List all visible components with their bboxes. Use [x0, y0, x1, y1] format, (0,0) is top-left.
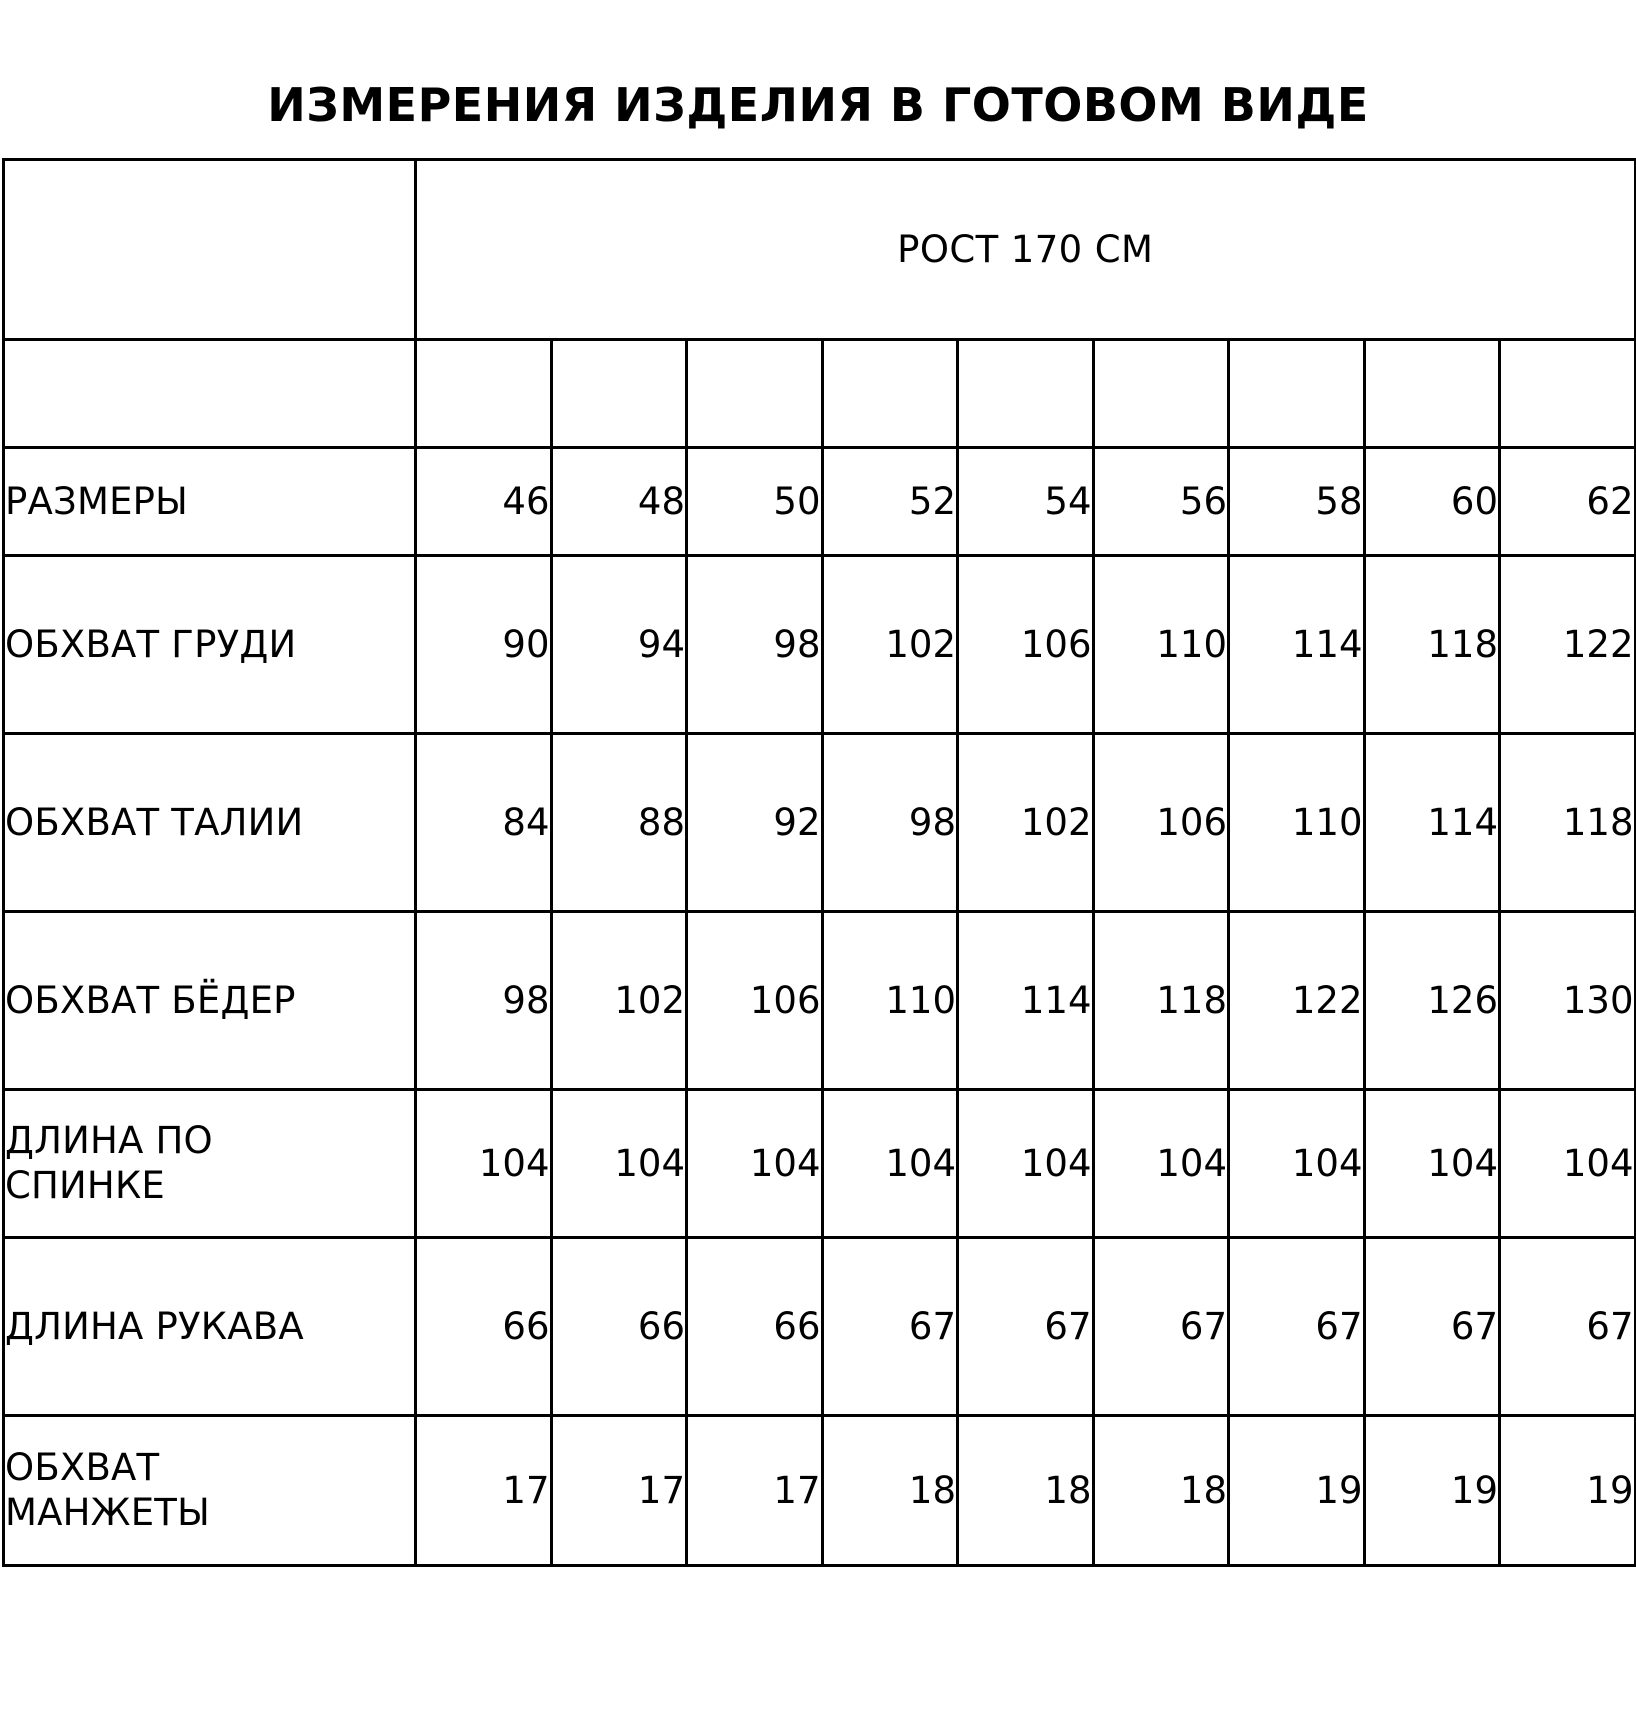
row-label-hips: ОБХВАТ БЁДЕР	[4, 912, 416, 1090]
cuff-value: 18	[958, 1416, 1094, 1566]
sleeve-length-value: 67	[1364, 1238, 1500, 1416]
cuff-value: 17	[551, 1416, 687, 1566]
table-row-sleeve-length	[4, 1238, 1636, 1416]
spacer-cell	[416, 340, 552, 448]
back-length-value: 104	[1364, 1090, 1500, 1238]
cuff-value: 19	[1229, 1416, 1365, 1566]
chest-value: 98	[687, 556, 823, 734]
chest-value: 90	[416, 556, 552, 734]
waist-value: 110	[1229, 734, 1365, 912]
waist-value: 92	[687, 734, 823, 912]
waist-value: 88	[551, 734, 687, 912]
spacer-cell	[822, 340, 958, 448]
cuff-value: 17	[687, 1416, 823, 1566]
table-row-hips	[4, 912, 1636, 1090]
hips-value: 118	[1093, 912, 1229, 1090]
row-label-cuff	[4, 1416, 416, 1566]
measurements-table	[2, 158, 1636, 1567]
sleeve-length-value: 67	[1500, 1238, 1636, 1416]
chest-value: 114	[1229, 556, 1365, 734]
size-value: 58	[1229, 448, 1365, 556]
spacer-cell	[687, 340, 823, 448]
back-length-value: 104	[687, 1090, 823, 1238]
table-row-cuff	[4, 1416, 1636, 1566]
sleeve-length-value: 66	[416, 1238, 552, 1416]
hips-value: 102	[551, 912, 687, 1090]
row-label-cuff-line1: ОБХВАТ	[5, 1446, 160, 1490]
back-length-value: 104	[822, 1090, 958, 1238]
hips-value: 110	[822, 912, 958, 1090]
spacer-cell	[1229, 340, 1365, 448]
sleeve-length-value: 67	[1229, 1238, 1365, 1416]
row-label-waist: ОБХВАТ ТАЛИИ	[4, 734, 416, 912]
waist-value: 84	[416, 734, 552, 912]
spacer-cell	[551, 340, 687, 448]
row-label-back-length	[4, 1090, 416, 1238]
hips-value: 130	[1500, 912, 1636, 1090]
back-length-value: 104	[416, 1090, 552, 1238]
cuff-value: 17	[416, 1416, 552, 1566]
chest-value: 110	[1093, 556, 1229, 734]
hips-value: 114	[958, 912, 1094, 1090]
table-row-sizes	[4, 448, 1636, 556]
sleeve-length-value: 67	[822, 1238, 958, 1416]
table-row-size-spacer	[4, 340, 1636, 448]
cuff-value: 18	[822, 1416, 958, 1566]
hips-value: 126	[1364, 912, 1500, 1090]
size-value: 52	[822, 448, 958, 556]
back-length-value: 104	[1093, 1090, 1229, 1238]
chest-value: 94	[551, 556, 687, 734]
page-title: ИЗМЕРЕНИЯ ИЗДЕЛИЯ В ГОТОВОМ ВИДЕ	[267, 78, 1369, 132]
spacer-cell	[1364, 340, 1500, 448]
row-label-chest: ОБХВАТ ГРУДИ	[4, 556, 416, 734]
size-value: 62	[1500, 448, 1636, 556]
size-value: 46	[416, 448, 552, 556]
table-row-waist	[4, 734, 1636, 912]
group-header-height: РОСТ 170 СМ	[416, 160, 1636, 340]
cuff-value: 18	[1093, 1416, 1229, 1566]
size-value: 48	[551, 448, 687, 556]
hips-value: 98	[416, 912, 552, 1090]
table-row-chest	[4, 556, 1636, 734]
hips-value: 122	[1229, 912, 1365, 1090]
cuff-value: 19	[1500, 1416, 1636, 1566]
size-value: 54	[958, 448, 1094, 556]
label-column-header	[4, 160, 416, 340]
size-value: 56	[1093, 448, 1229, 556]
chest-value: 118	[1364, 556, 1500, 734]
back-length-value: 104	[551, 1090, 687, 1238]
waist-value: 98	[822, 734, 958, 912]
back-length-value: 104	[1229, 1090, 1365, 1238]
table-row-group-header	[4, 160, 1636, 340]
waist-value: 118	[1500, 734, 1636, 912]
waist-value: 114	[1364, 734, 1500, 912]
chest-value: 106	[958, 556, 1094, 734]
sleeve-length-value: 66	[551, 1238, 687, 1416]
row-label-back-length-line2: СПИНКЕ	[5, 1163, 166, 1207]
size-value: 60	[1364, 448, 1500, 556]
hips-value: 106	[687, 912, 823, 1090]
row-label-back-length-line1: ДЛИНА ПО	[5, 1119, 213, 1163]
row-label-sleeve-length: ДЛИНА РУКАВА	[4, 1238, 416, 1416]
spacer-cell	[958, 340, 1094, 448]
spacer-label-cell	[4, 340, 416, 448]
row-label-sizes: РАЗМЕРЫ	[4, 448, 416, 556]
cuff-value: 19	[1364, 1416, 1500, 1566]
chest-value: 102	[822, 556, 958, 734]
table-row-back-length	[4, 1090, 1636, 1238]
spacer-cell	[1500, 340, 1636, 448]
sleeve-length-value: 67	[958, 1238, 1094, 1416]
back-length-value: 104	[1500, 1090, 1636, 1238]
chest-value: 122	[1500, 556, 1636, 734]
waist-value: 102	[958, 734, 1094, 912]
waist-value: 106	[1093, 734, 1229, 912]
row-label-cuff-line2: МАНЖЕТЫ	[5, 1490, 210, 1534]
sleeve-length-value: 67	[1093, 1238, 1229, 1416]
back-length-value: 104	[958, 1090, 1094, 1238]
size-value: 50	[687, 448, 823, 556]
sleeve-length-value: 66	[687, 1238, 823, 1416]
spacer-cell	[1093, 340, 1229, 448]
